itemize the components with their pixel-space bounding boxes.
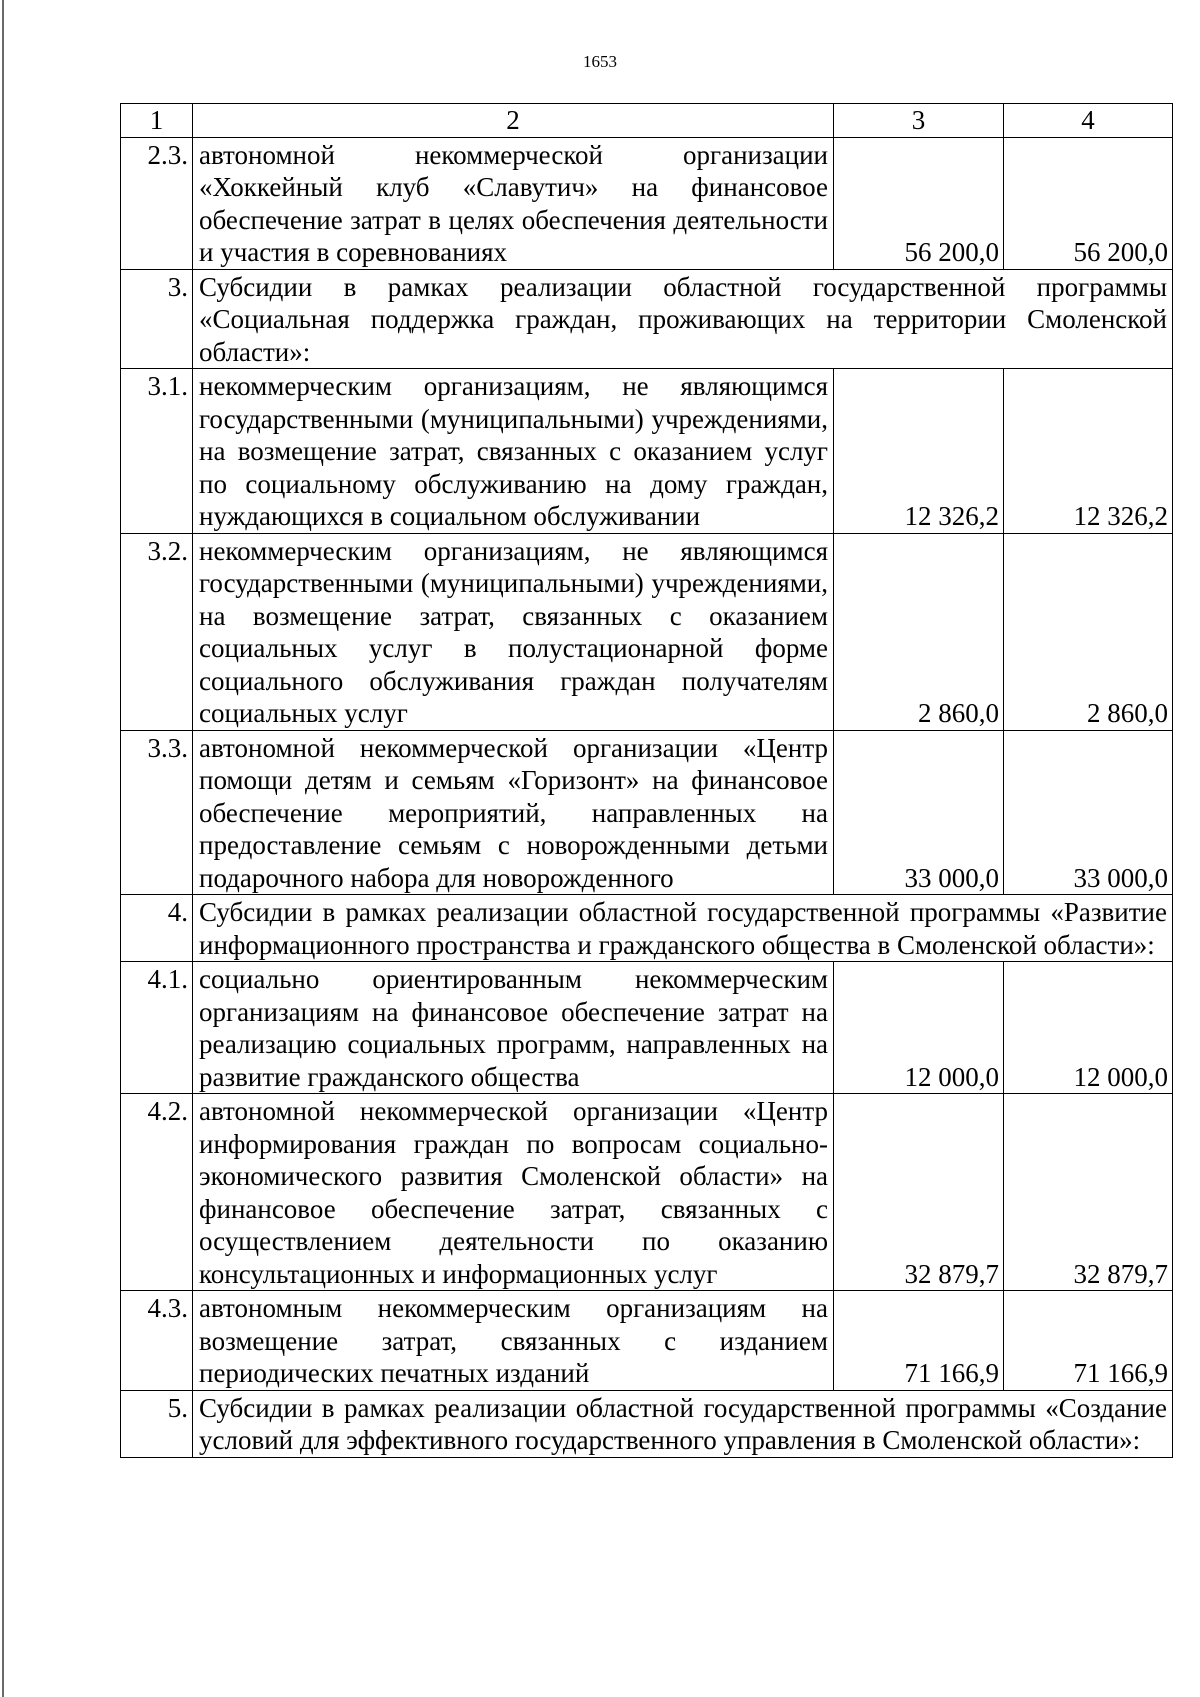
table-row (121, 137, 1173, 269)
amount-col-4: 71 166,9 (1004, 1291, 1173, 1391)
amount-col-4: 32 879,7 (1004, 1094, 1173, 1291)
page-number: 1653 (583, 52, 617, 71)
amount-col-3: 12 000,0 (834, 962, 1004, 1094)
table-row (121, 369, 1173, 534)
section-row (121, 895, 1173, 962)
section-title: Субсидии в рамках реализации областной государственной программы «Создание условий для эффективного государственного управления в Смоленской области»: (193, 1390, 1173, 1457)
section-row (121, 269, 1173, 369)
row-description: автономной некоммерческой организации «Хоккейный клуб «Славутич» на финансовое обеспечение затрат в целях обеспечения деятельности и участия в соревнованиях (193, 137, 834, 269)
table-row (121, 730, 1173, 895)
table-header-row (121, 104, 1173, 138)
row-description: социально ориентированным некоммерческим организациям на финансовое обеспечение затрат на реализацию социальных программ, направленных на развитие гражданского общества (193, 962, 834, 1094)
row-description: некоммерческим организациям, не являющимся государственными (муниципальными) учреждениями, на возмещение затрат, связанных с оказанием услуг по социальному обслуживанию на дому граждан, нуждающихся в социальном обслуживании (193, 369, 834, 534)
row-description: автономным некоммерческим организациям на возмещение затрат, связанных с изданием периодических печатных изданий (193, 1291, 834, 1391)
row-description: автономной некоммерческой организации «Центр помощи детям и семьям «Горизонт» на финансовое обеспечение мероприятий, направленных на предоставление семьям с новорожденными детьми подарочного набора для новорожденного (193, 730, 834, 895)
section-row (121, 1390, 1173, 1457)
row-number: 4.1. (121, 962, 193, 1094)
table-row (121, 1291, 1173, 1391)
row-number: 4.3. (121, 1291, 193, 1391)
header-col-4: 4 (1004, 104, 1173, 138)
amount-col-3: 56 200,0 (834, 137, 1004, 269)
amount-col-3: 71 166,9 (834, 1291, 1004, 1391)
subsidy-table (120, 103, 1173, 1458)
amount-col-3: 33 000,0 (834, 730, 1004, 895)
row-number: 3.3. (121, 730, 193, 895)
row-number: 3. (121, 269, 193, 369)
amount-col-4: 56 200,0 (1004, 137, 1173, 269)
row-number: 4. (121, 895, 193, 962)
row-number: 4.2. (121, 1094, 193, 1291)
amount-col-4: 33 000,0 (1004, 730, 1173, 895)
table-row (121, 962, 1173, 1094)
row-number: 2.3. (121, 137, 193, 269)
row-number: 3.2. (121, 533, 193, 730)
table-row (121, 1094, 1173, 1291)
row-number: 3.1. (121, 369, 193, 534)
amount-col-3: 12 326,2 (834, 369, 1004, 534)
header-col-3: 3 (834, 104, 1004, 138)
section-title: Субсидии в рамках реализации областной государственной программы «Развитие информационного пространства и гражданского общества в Смоленской области»: (193, 895, 1173, 962)
header-col-2: 2 (193, 104, 834, 138)
amount-col-3: 2 860,0 (834, 533, 1004, 730)
amount-col-3: 32 879,7 (834, 1094, 1004, 1291)
row-description: некоммерческим организациям, не являющимся государственными (муниципальными) учреждениями, на возмещение затрат, связанных с оказанием социальных услуг в полустационарной форме социального обслуживания граждан получателям социальных услуг (193, 533, 834, 730)
header-col-1: 1 (121, 104, 193, 138)
section-title: Субсидии в рамках реализации областной государственной программы «Социальная поддержка граждан, проживающих на территории Смоленской области»: (193, 269, 1173, 369)
amount-col-4: 12 326,2 (1004, 369, 1173, 534)
table-row (121, 533, 1173, 730)
amount-col-4: 12 000,0 (1004, 962, 1173, 1094)
row-number: 5. (121, 1390, 193, 1457)
scan-left-edge (2, 0, 4, 1697)
amount-col-4: 2 860,0 (1004, 533, 1173, 730)
row-description: автономной некоммерческой организации «Центр информирования граждан по вопросам социально-экономического развития Смоленской области» на финансовое обеспечение затрат, связанных с осуществлением деятельности по оказанию консультационных и информационных услуг (193, 1094, 834, 1291)
